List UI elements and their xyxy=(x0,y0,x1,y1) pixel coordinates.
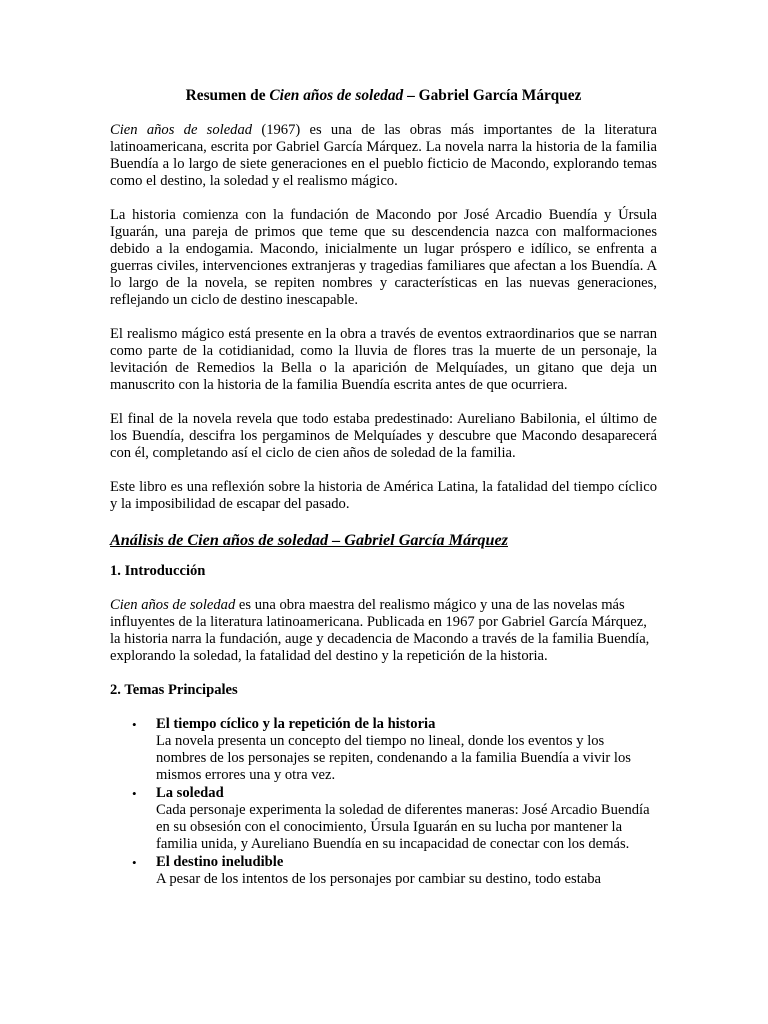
theme-title: La soledad xyxy=(156,785,224,801)
summary-paragraph-1-text: (1967) es una de las obras más importantes de la literatura latinoamericana, escrita por Gabriel García Márquez. La novela narra la historia de la familia Buendía a lo largo de siete generaciones en el pueblo ficticio de Macondo, explorando temas como el destino, la soledad y el realismo mágico. xyxy=(110,122,657,189)
summary-title-book: Cien años de soledad xyxy=(269,87,404,104)
theme-title: El tiempo cíclico y la repetición de la historia xyxy=(156,716,436,732)
themes-list xyxy=(110,716,657,888)
summary-paragraph-4: El final de la novela revela que todo estaba predestinado: Aureliano Babilonia, el último de los Buendía, descifra los pergaminos de Melquíades y descubre que Macondo desaparecerá con él, completando así el ciclo de cien años de soledad de la familia. xyxy=(110,411,657,461)
theme-text: A pesar de los intentos de los personajes por cambiar su destino, todo estaba xyxy=(156,871,602,887)
summary-title xyxy=(110,86,657,106)
analysis-heading: Análisis de Cien años de soledad – Gabriel García Márquez xyxy=(110,531,508,549)
theme-text: La novela presenta un concepto del tiempo no lineal, donde los eventos y los nombres de los personajes se repiten, condenando a la familia Buendía a vivir los mismos errores una y otra vez. xyxy=(156,733,631,783)
summary-paragraph-1-book: Cien años de soledad xyxy=(110,122,253,138)
introduction-book: Cien años de soledad xyxy=(110,597,236,613)
summary-paragraph-2: La historia comienza con la fundación de Macondo por José Arcadio Buendía y Úrsula Iguarán, una pareja de primos que teme que su descendencia nazca con malformaciones debido a la endogamia. Macondo, inicialmente un lugar próspero e idílico, se enfrenta a guerras civiles, intervenciones extranjeras y tragedias familiares que afectan a los Buendía. A lo largo de la novela, se repiten nombres y características en las nuevas generaciones, reflejando un ciclo de destino inescapable. xyxy=(110,207,657,308)
themes-heading: 2. Temas Principales xyxy=(110,682,238,698)
bullet-icon: • xyxy=(132,717,137,732)
summary-title-suffix: – Gabriel García Márquez xyxy=(403,87,582,104)
theme-item xyxy=(132,716,657,784)
theme-item xyxy=(132,854,657,888)
bullet-icon: • xyxy=(132,786,137,801)
introduction-paragraph xyxy=(110,597,657,665)
summary-paragraph-3: El realismo mágico está presente en la obra a través de eventos extraordinarios que se narran como parte de la cotidianidad, como la lluvia de flores tras la muerte de un personaje, la levitación de Remedios la Bella o la aparición de Melquíades, un gitano que deja un manuscrito con la historia de la familia Buendía escrita antes de que ocurriera. xyxy=(110,326,657,393)
bullet-icon: • xyxy=(132,855,137,870)
theme-title: El destino ineludible xyxy=(156,854,284,870)
introduction-text: es una obra maestra del realismo mágico y una de las novelas más influyentes de la literatura latinoamericana. Publicada en 1967 por Gabriel García Márquez, la historia narra la fundación, auge y decadencia de Macondo a través de la familia Buendía, explorando la soledad, la fatalidad del destino y la repetición de la historia. xyxy=(110,597,650,664)
theme-text: Cada personaje experimenta la soledad de diferentes maneras: José Arcadio Buendía en su obsesión con el conocimiento, Úrsula Iguarán en su lucha por mantener la familia unida, y Aureliano Buendía en su incapacidad de conectar con los demás. xyxy=(156,802,650,852)
introduction-heading: 1. Introducción xyxy=(110,563,206,579)
summary-paragraph-5: Este libro es una reflexión sobre la historia de América Latina, la fatalidad del tiempo cíclico y la imposibilidad de escapar del pasado. xyxy=(110,479,657,512)
document-page xyxy=(110,86,657,889)
summary-paragraph-1 xyxy=(110,122,657,190)
summary-title-prefix: Resumen de xyxy=(185,87,270,104)
theme-item xyxy=(132,785,657,853)
